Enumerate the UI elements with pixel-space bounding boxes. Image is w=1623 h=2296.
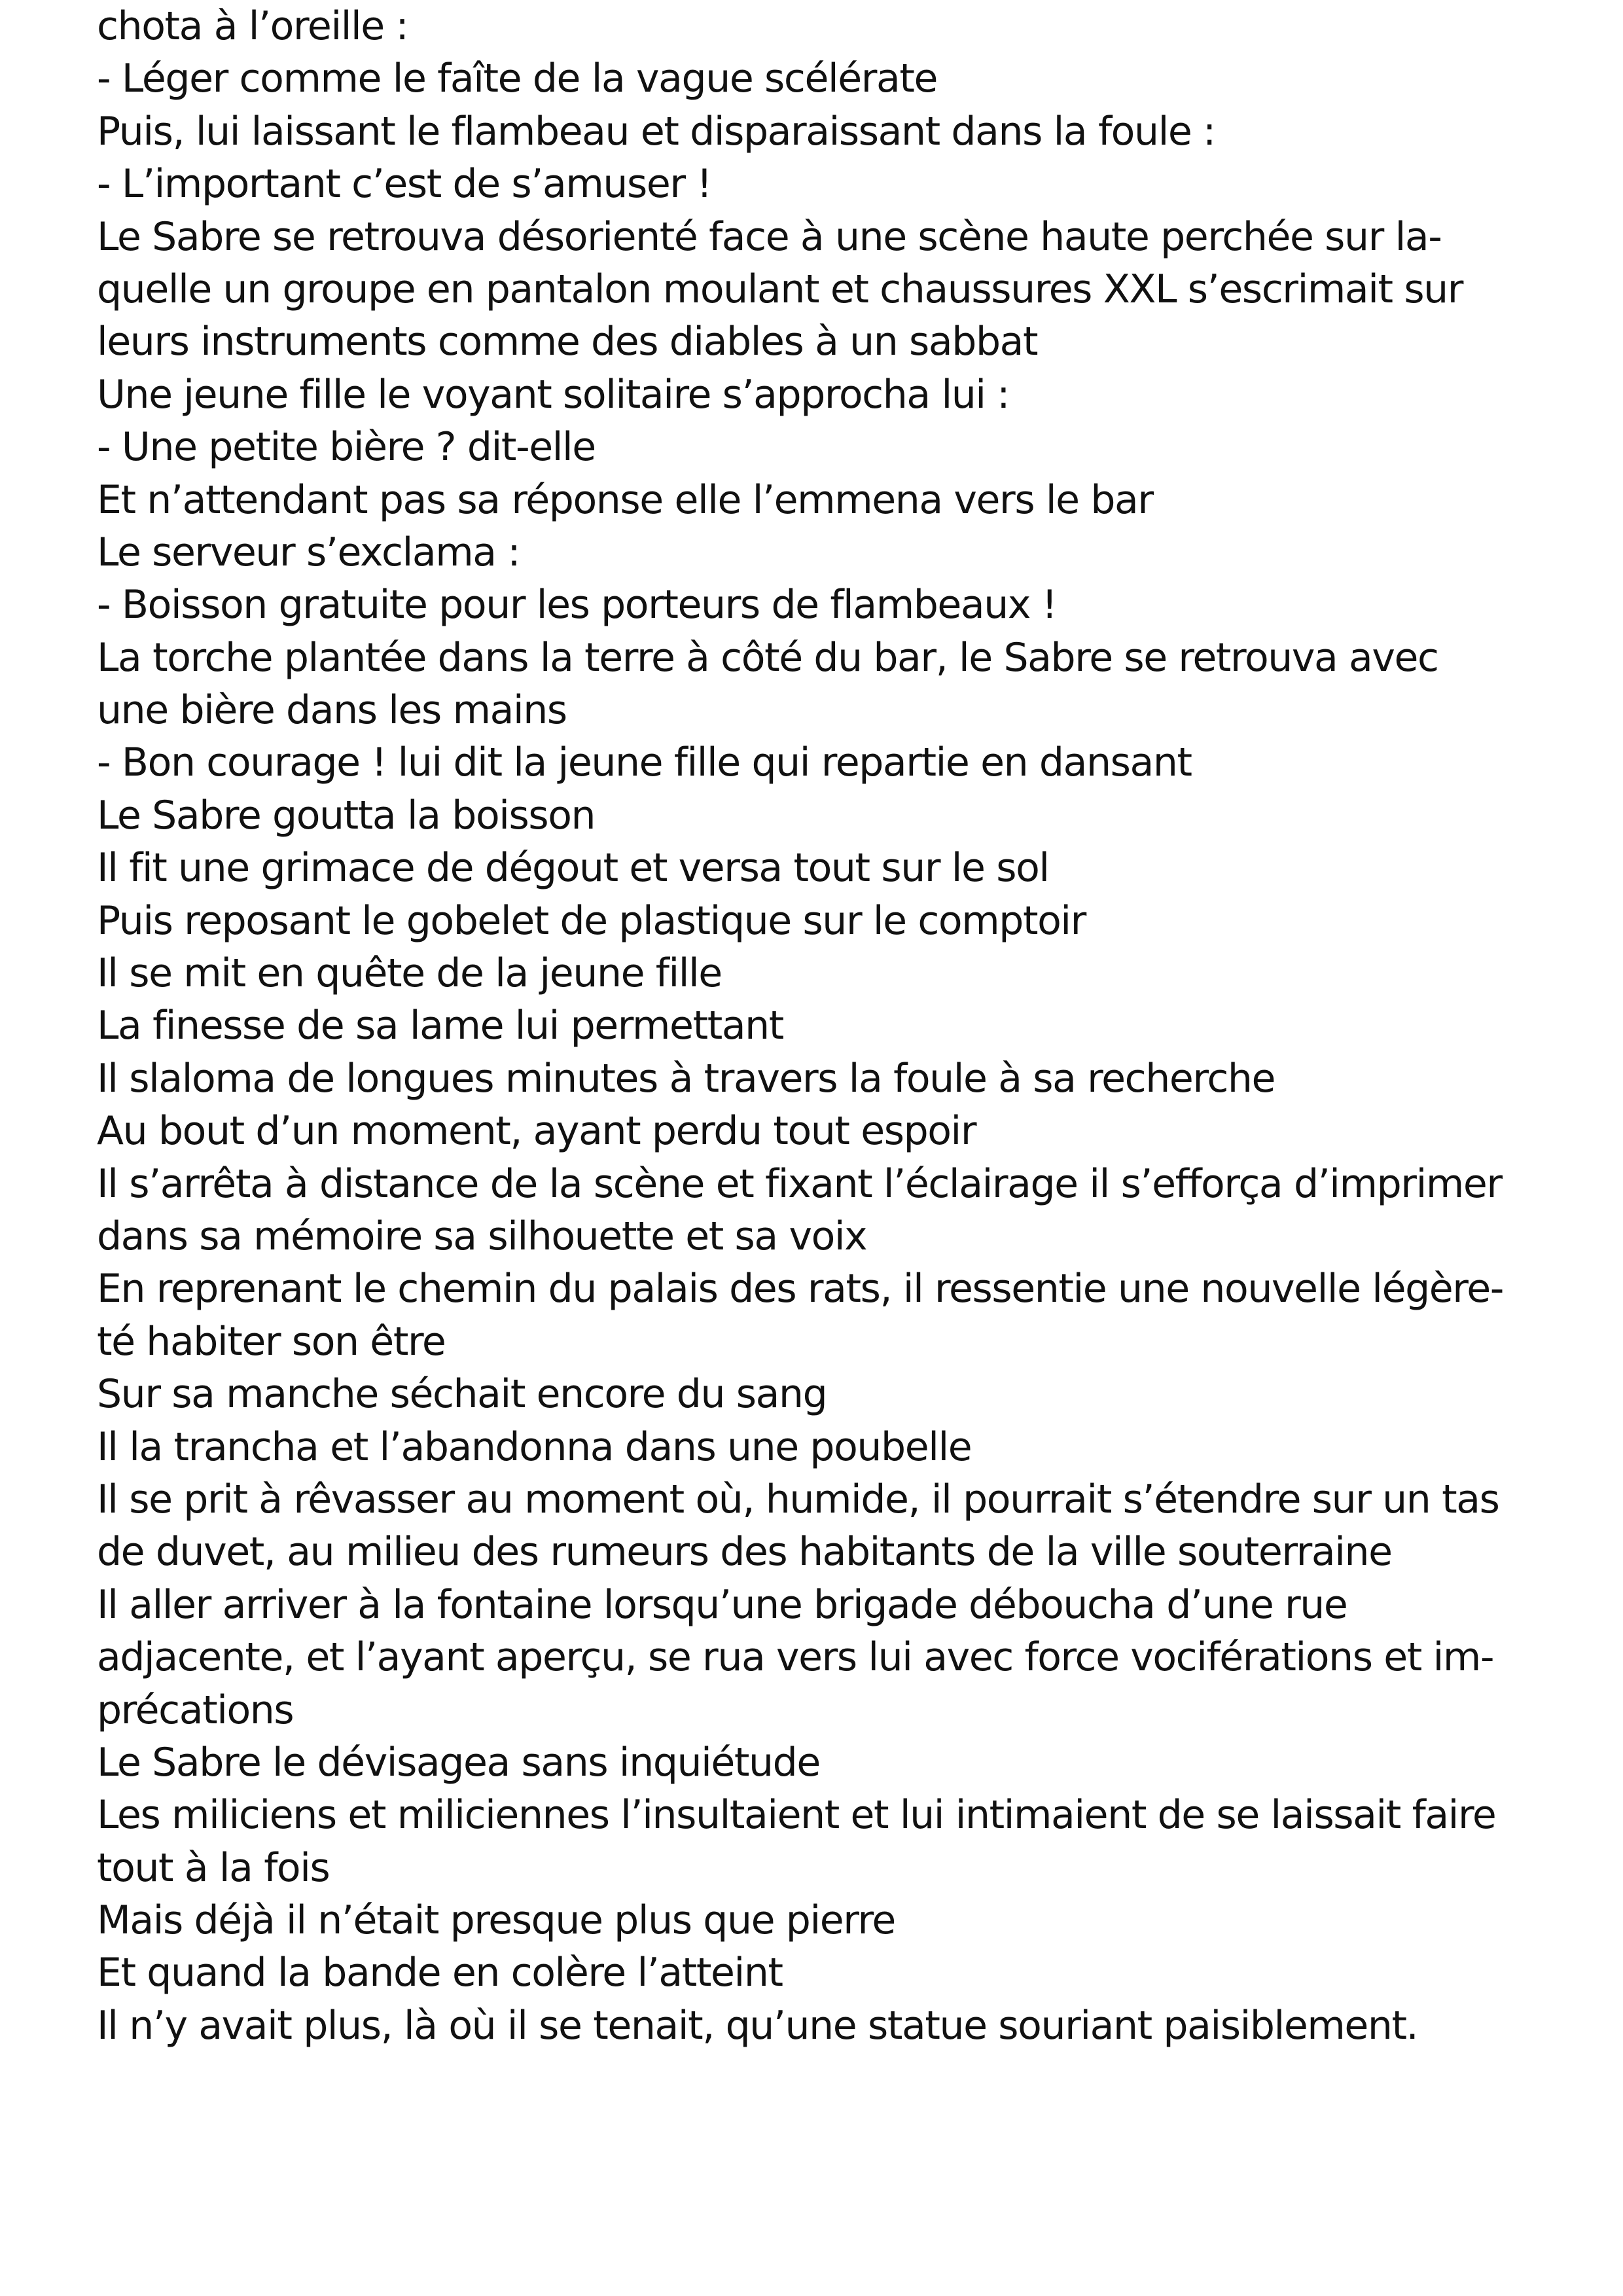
text-line: Au bout d’un moment, ayant perdu tout espoir [97, 1108, 976, 1155]
text-line: La torche plantée dans la terre à côté du bar, le Sabre se retrouva avec [97, 634, 1438, 681]
text-line: quelle un groupe en pantalon moulant et chaussures XXL s’escrimait sur [97, 266, 1463, 312]
text-line: Une jeune fille le voyant solitaire s’approcha lui : [97, 371, 1010, 418]
text-line: Il slaloma de longues minutes à travers la foule à sa recherche [97, 1055, 1275, 1102]
text-line: La finesse de sa lame lui permettant [97, 1003, 783, 1049]
text-line: Les miliciens et miliciennes l’insultaient et lui intimaient de se laissait faire [97, 1792, 1496, 1839]
text-line: Et n’attendant pas sa réponse elle l’emmena vers le bar [97, 476, 1153, 523]
text-line: - L’important c’est de s’amuser ! [97, 161, 711, 207]
text-line: une bière dans les mains [97, 687, 567, 734]
text-line: Il se prit à rêvasser au moment où, humide, il pourrait s’étendre sur un tas [97, 1476, 1499, 1522]
body-text [97, 0, 1537, 2052]
text-line: leurs instruments comme des diables à un sabbat [97, 319, 1038, 365]
text-line: chota à l’oreille : [97, 3, 408, 49]
text-line: - Boisson gratuite pour les porteurs de flambeaux ! [97, 582, 1057, 628]
text-line: adjacente, et l’ayant aperçu, se rua vers lui avec force vociférations et im- [97, 1634, 1494, 1681]
text-line: Il fit une grimace de dégout et versa tout sur le sol [97, 845, 1049, 891]
text-line: Il aller arriver à la fontaine lorsqu’une brigade déboucha d’une rue [97, 1581, 1347, 1628]
text-line: Et quand la bande en colère l’atteint [97, 1950, 783, 1996]
text-line: Il la trancha et l’abandonna dans une poubelle [97, 1424, 972, 1470]
text-line: Le Sabre le dévisagea sans inquiétude [97, 1739, 820, 1785]
text-line: précations [97, 1687, 294, 1733]
text-line: dans sa mémoire sa silhouette et sa voix [97, 1213, 867, 1259]
text-line: Puis reposant le gobelet de plastique sur le comptoir [97, 897, 1086, 944]
text-line: - Bon courage ! lui dit la jeune fille qui repartie en dansant [97, 740, 1192, 786]
text-line: Puis, lui laissant le flambeau et disparaissant dans la foule : [97, 108, 1215, 154]
text-line: Il se mit en quête de la jeune fille [97, 950, 722, 997]
text-line: Le Sabre goutta la boisson [97, 792, 596, 838]
text-line: Il n’y avait plus, là où il se tenait, qu’une statue souriant paisiblement. [97, 2002, 1418, 2049]
text-line: té habiter son être [97, 1318, 446, 1365]
text-line: Mais déjà il n’était presque plus que pierre [97, 1897, 895, 1944]
text-line: Le Sabre se retrouva désorienté face à une scène haute perchée sur la- [97, 213, 1442, 260]
text-line: - Léger comme le faîte de la vague scélérate [97, 56, 938, 102]
text-line: En reprenant le chemin du palais des rats, il ressentie une nouvelle légère- [97, 1266, 1503, 1312]
text-line: Sur sa manche séchait encore du sang [97, 1371, 827, 1418]
text-line: Il s’arrêta à distance de la scène et fixant l’éclairage il s’efforça d’imprimer [97, 1160, 1502, 1207]
text-line: de duvet, au milieu des rumeurs des habitants de la ville souterraine [97, 1529, 1392, 1575]
text-line: tout à la fois [97, 1844, 330, 1891]
text-line: Le serveur s’exclama : [97, 529, 520, 575]
text-line: - Une petite bière ? dit-elle [97, 424, 596, 471]
